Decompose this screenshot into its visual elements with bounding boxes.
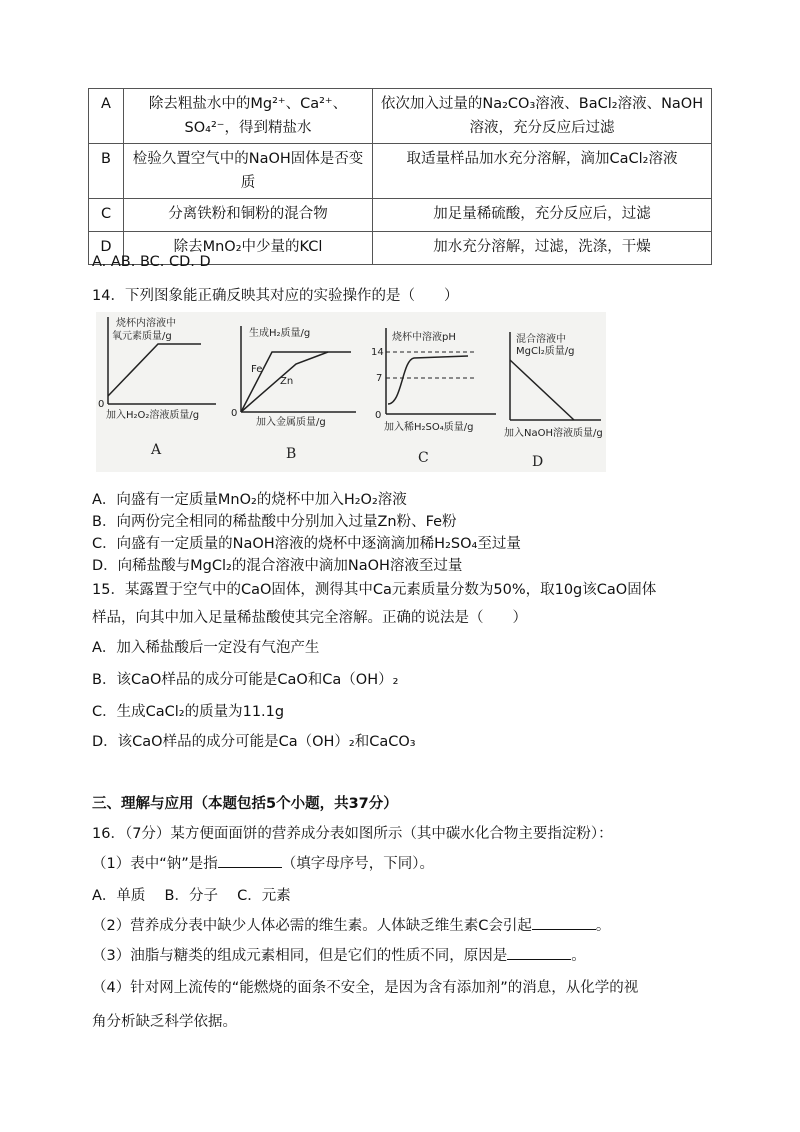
q16-part-2 [92, 914, 610, 935]
graph-d [504, 332, 603, 470]
row-method: 加足量稀硫酸，充分反应后，过滤 [373, 199, 712, 232]
row-label: A [89, 89, 124, 144]
graph-d-xlabel: 加入NaOH溶液质量/g [504, 428, 603, 439]
graph-d-curve [510, 360, 574, 420]
q16-part-2-blank[interactable] [532, 915, 596, 930]
q14-option-c: C．向盛有一定质量的NaOH溶液的烧杯中逐滴滴加稀H₂SO₄至过量 [92, 536, 521, 552]
q15-option-d: D．该CaO样品的成分可能是Ca（OH）₂和CaCO₃ [92, 734, 416, 750]
q15-option-c: C．生成CaCl₂的质量为11.1g [92, 704, 285, 720]
graph-a-tag: A [151, 442, 162, 458]
graph-c-xlabel: 加入稀H₂SO₄质量/g [384, 422, 474, 433]
graph-b-xlabel: 加入金属质量/g [256, 417, 326, 428]
graph-a-xlabel: 加入H₂O₂溶液质量/g [106, 410, 200, 421]
q15-option-b: B．该CaO样品的成分可能是CaO和Ca（OH）₂ [92, 672, 399, 688]
graph-c-origin: 0 [375, 410, 382, 421]
graph-b-ylabel: 生成H₂质量/g [249, 328, 311, 339]
graph-a-origin: 0 [98, 399, 105, 410]
graph-a-ylabel-2: 氧元素质量/g [112, 331, 172, 342]
q16-part-1 [92, 852, 434, 873]
row-method: 加水充分溶解，过滤，洗涤，干燥 [373, 232, 712, 265]
graph-b-origin: 0 [231, 408, 238, 419]
graph-c-ylabel: 烧杯中溶液pH [392, 332, 456, 343]
graph-c-tick-7: 7 [376, 373, 383, 384]
row-label: C [89, 199, 124, 232]
q16-part-4-line-2: 角分析缺乏科学依据。 [92, 1014, 237, 1030]
graph-d-ylabel-2: MgCl₂质量/g [516, 346, 575, 357]
row-purpose: 除去粗盐水中的Mg²⁺、Ca²⁺、SO₄²⁻，得到精盐水 [124, 89, 373, 144]
q16-part-4-line-1: （4）针对网上流传的“能燃烧的面条不安全，是因为含有添加剂”的消息，从化学的视 [92, 980, 639, 996]
graph-c-tick-14: 14 [371, 347, 384, 358]
graph-a-ylabel-1: 烧杯内溶液中 [116, 318, 176, 329]
row-method: 取适量样品加水充分溶解，滴加CaCl₂溶液 [373, 144, 712, 199]
graph-a-curve [108, 344, 201, 396]
table-row [89, 89, 712, 144]
q16-stem: 16．（7分）某方便面面饼的营养成分表如图所示（其中碳水化合物主要指淀粉）： [92, 826, 613, 842]
q16-part-3-pre: （3）油脂与糖类的组成元素相同，但是它们的性质不同，原因是 [92, 948, 508, 964]
q16-part-3-blank[interactable] [507, 945, 571, 960]
q16-part-1-post: （填字母序号，下同）。 [281, 856, 434, 872]
q14-stem: 14．下列图象能正确反映其对应的实验操作的是（ ） [92, 288, 459, 304]
graph-d-tag: D [532, 454, 544, 470]
graph-a [98, 316, 216, 458]
q16-part-1-options: A．单质 B．分子 C．元素 [92, 888, 291, 904]
q15-stem-2: 样品，向其中加入足量稀盐酸使其完全溶解。正确的说法是（ ） [92, 610, 527, 626]
q14-option-b: B．向两份完全相同的稀盐酸中分别加入过量Zn粉、Fe粉 [92, 514, 457, 530]
q16-part-3 [92, 944, 586, 965]
table-row [89, 144, 712, 199]
q16-part-1-blank[interactable] [218, 853, 282, 868]
q16-part-2-post: 。 [595, 918, 611, 934]
graph-c [371, 328, 496, 466]
q14-option-d: D．向稀盐酸与MgCl₂的混合溶液中滴加NaOH溶液至过量 [92, 558, 463, 574]
graph-b-curve-fe [241, 352, 351, 412]
q15-option-a: A．加入稀盐酸后一定没有气泡产生 [92, 640, 320, 656]
row-purpose: 除去MnO₂中少量的KCl [124, 232, 373, 265]
row-purpose: 分离铁粉和铜粉的混合物 [124, 199, 373, 232]
q13-answer-options: A. AB. BC. CD. D [92, 254, 211, 270]
graph-c-tag: C [418, 450, 429, 466]
graph-b-fe-label: Fe [251, 364, 263, 375]
section-heading: 三、理解与应用（本题包括5个小题，共37分） [92, 796, 398, 812]
q15-stem-1: 15．某露置于空气中的CaO固体，测得其中Ca元素质量分数为50%，取10g该CaO固体 [92, 582, 657, 598]
q16-part-2-pre: （2）营养成分表中缺少人体必需的维生素。人体缺乏维生素C会引起 [92, 918, 532, 934]
table-row [89, 199, 712, 232]
q16-part-1-pre: （1）表中“钠”是指 [92, 856, 218, 872]
q16-part-3-post: 。 [571, 948, 586, 964]
graph-d-ylabel-1: 混合溶液中 [516, 334, 566, 345]
graph-b-tag: B [286, 446, 297, 462]
q14-option-a: A．向盛有一定质量MnO₂的烧杯中加入H₂O₂溶液 [92, 492, 407, 508]
row-method: 依次加入过量的Na₂CO₃溶液、BaCl₂溶液、NaOH溶液，充分反应后过滤 [373, 89, 712, 144]
options-table [88, 88, 712, 265]
graph-b-zn-label: Zn [280, 376, 294, 387]
graph-b [231, 326, 356, 462]
graph-c-curve [388, 356, 468, 404]
row-purpose: 检验久置空气中的NaOH固体是否变质 [124, 144, 373, 199]
q14-graphs [96, 312, 606, 472]
row-label: D [89, 232, 124, 265]
row-label: B [89, 144, 124, 199]
